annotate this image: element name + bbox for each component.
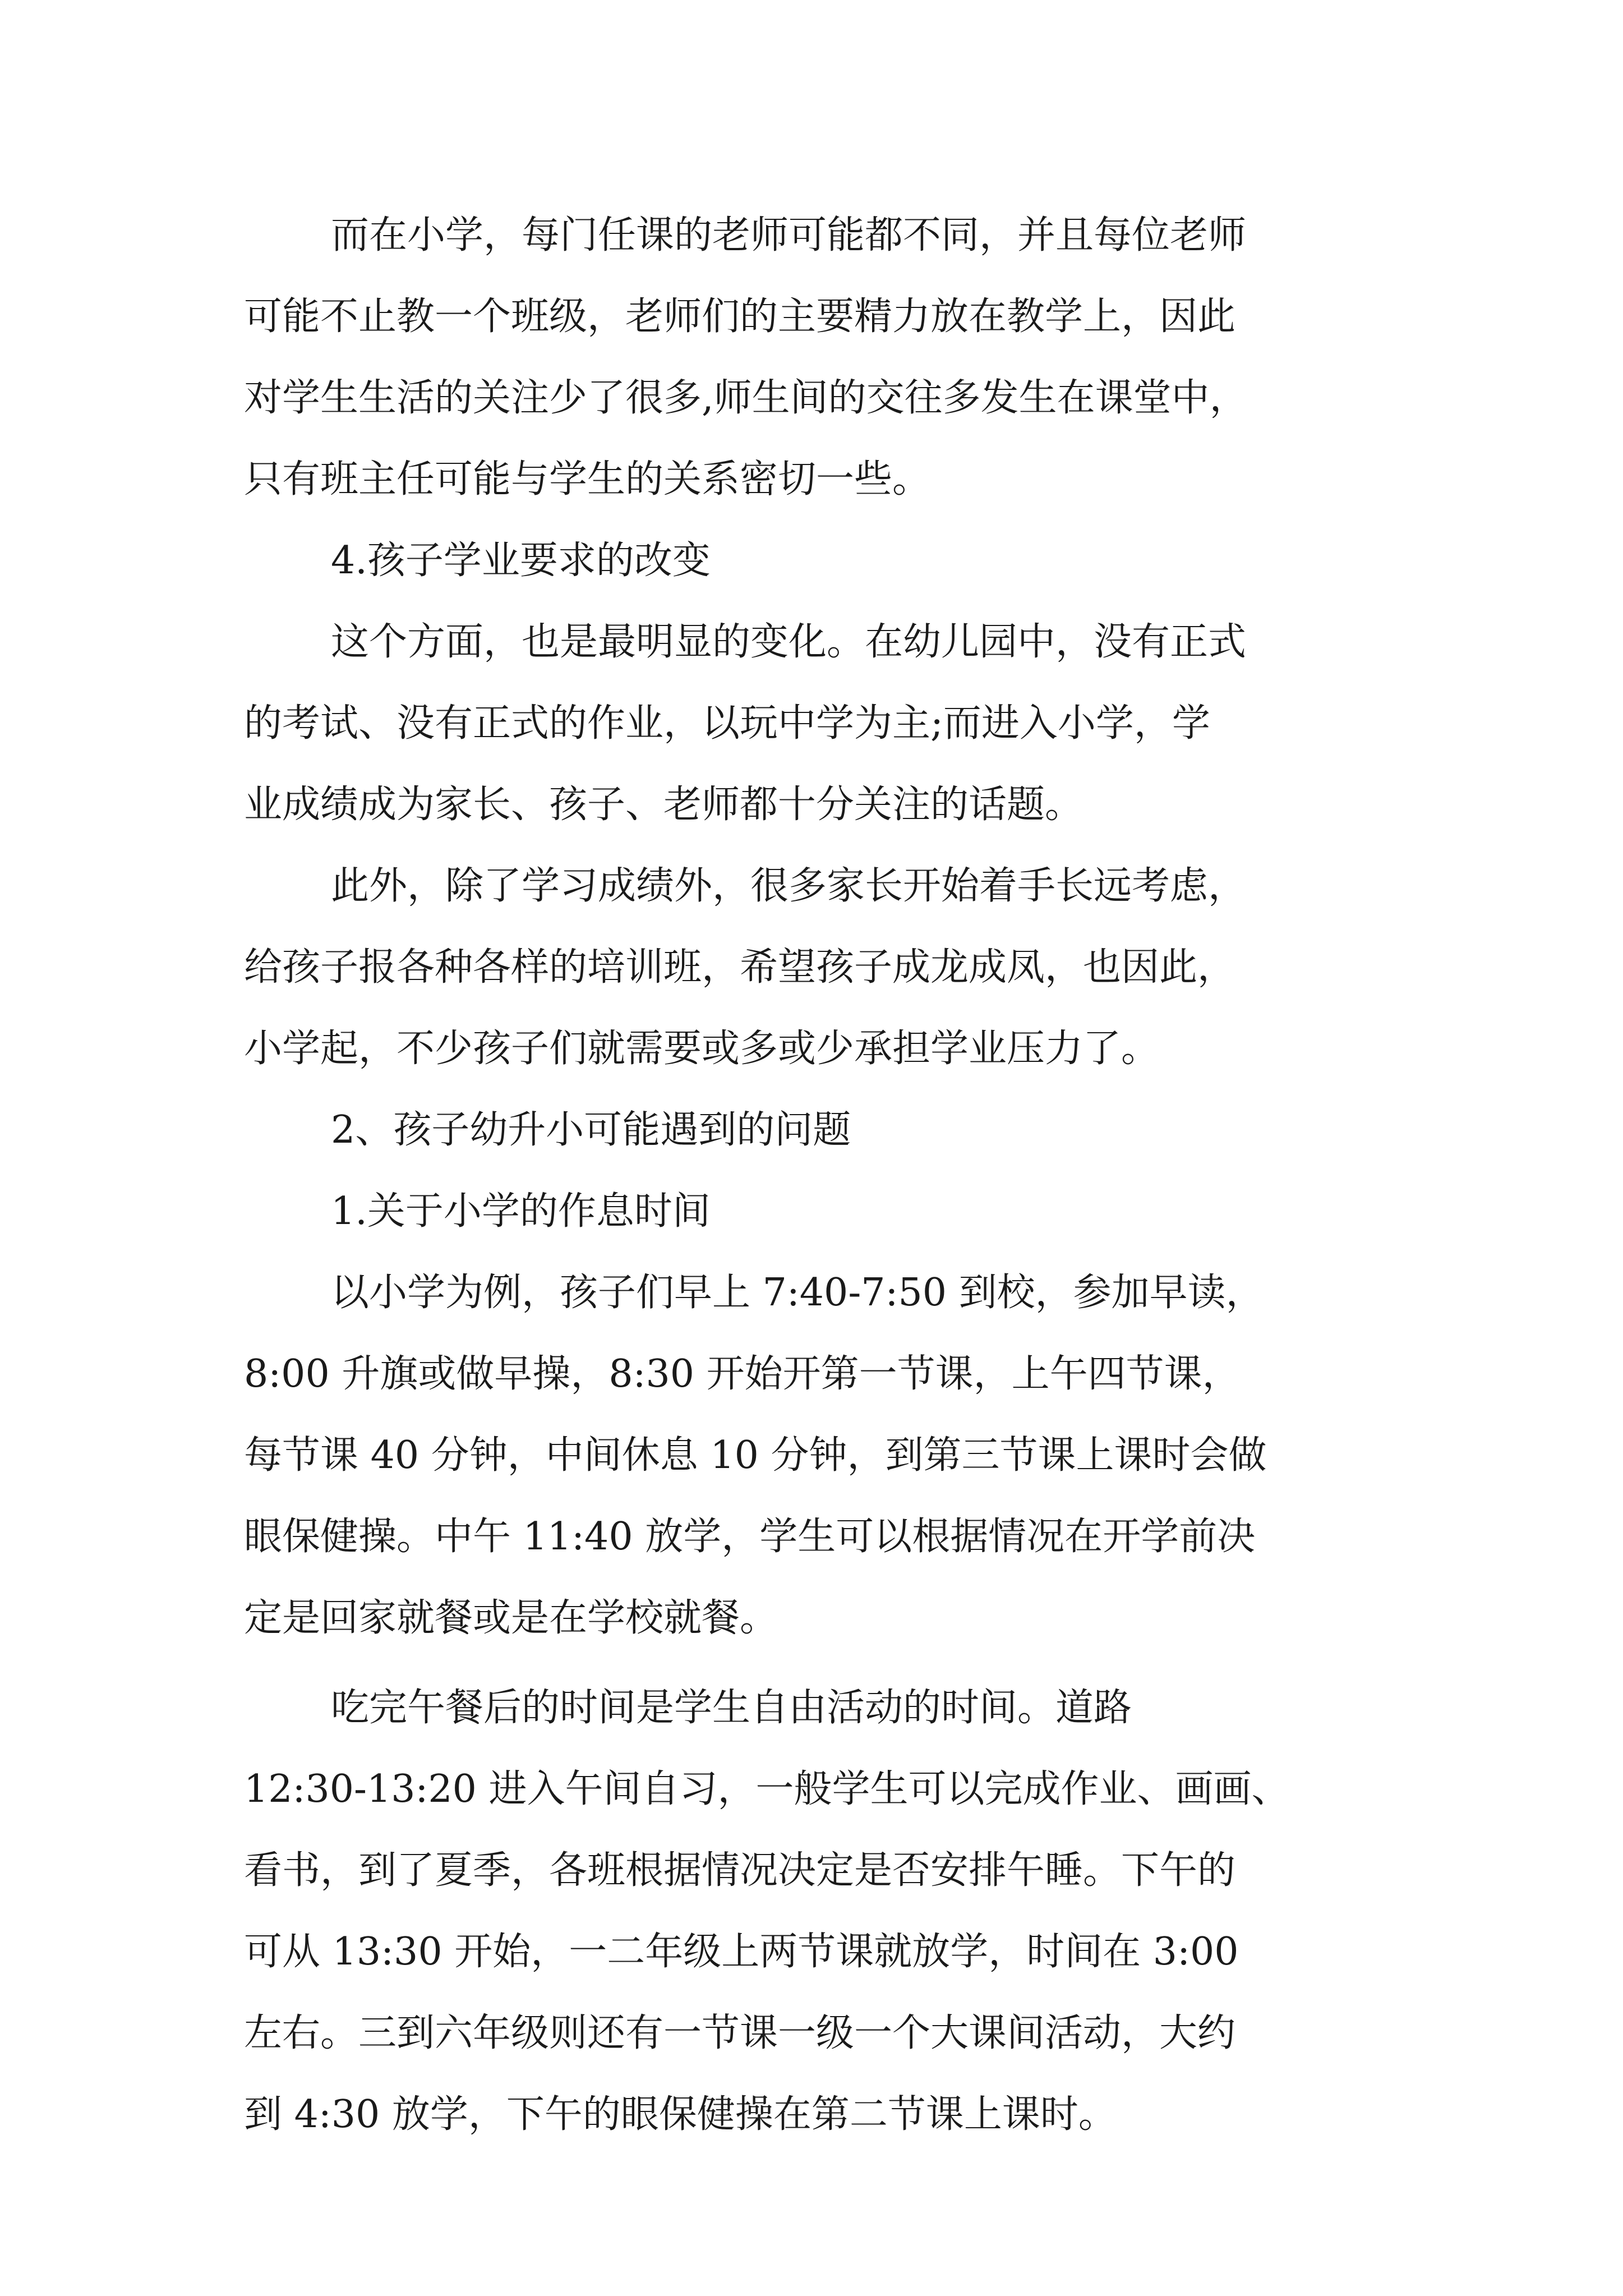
text-line: 可从 13:30 开始，一二年级上两节课就放学，时间在 3:00 [244,1930,1239,1974]
text-line: 左右。三到六年级则还有一节课一级一个大课间活动，大约 [244,2011,1236,2055]
text-line: 吃完午餐后的时间是学生自由活动的时间。道路 [331,1686,1132,1730]
text-line: 对学生生活的关注少了很多,师生间的交往多发生在课堂中， [244,376,1248,420]
text-line: 12:30-13:20 进入午间自习，一般学生可以完成作业、画画、 [244,1767,1290,1811]
text-line: 到 4:30 放学，下午的眼保健操在第二节课上课时。 [244,2092,1117,2137]
text-line: 此外，除了学习成绩外，很多家长开始着手长远考虑， [331,864,1247,908]
text-line: 定是回家就餐或是在学校就餐。 [244,1596,778,1640]
text-line: 可能不止教一个班级，老师们的主要精力放在教学上，因此 [244,295,1236,339]
section-heading: 1.关于小学的作息时间 [331,1189,711,1234]
section-heading: 4.孩子学业要求的改变 [331,539,711,583]
text-line: 给孩子报各种各样的培训班，希望孩子成龙成凤，也因此， [244,945,1236,990]
text-line: 看书，到了夏季，各班根据情况决定是否安排午睡。下午的 [244,1848,1236,1893]
text-line: 每节课 40 分钟，中间休息 10 分钟，到第三节课上课时会做 [244,1433,1267,1478]
text-line: 只有班主任可能与学生的关系密切一些。 [244,457,931,501]
text-line: 的考试、没有正式的作业，以玩中学为主;而进入小学，学 [244,701,1210,746]
text-line: 这个方面，也是最明显的变化。在幼儿园中，没有正式 [331,620,1247,664]
text-line: 8:00 升旗或做早操，8:30 开始开第一节课，上午四节课， [244,1352,1241,1396]
text-line: 眼保健操。中午 11:40 放学，学生可以根据情况在开学前决 [244,1515,1256,1559]
text-line: 而在小学，每门任课的老师可能都不同，并且每位老师 [331,213,1247,257]
text-line: 业成绩成为家长、孩子、老师都十分关注的话题。 [244,783,1083,827]
section-heading: 2、孩子幼升小可能遇到的问题 [331,1108,851,1152]
text-line: 小学起，不少孩子们就需要或多或少承担学业压力了。 [244,1027,1160,1071]
text-line: 以小学为例，孩子们早上 7:40-7:50 到校，参加早读， [331,1271,1264,1315]
